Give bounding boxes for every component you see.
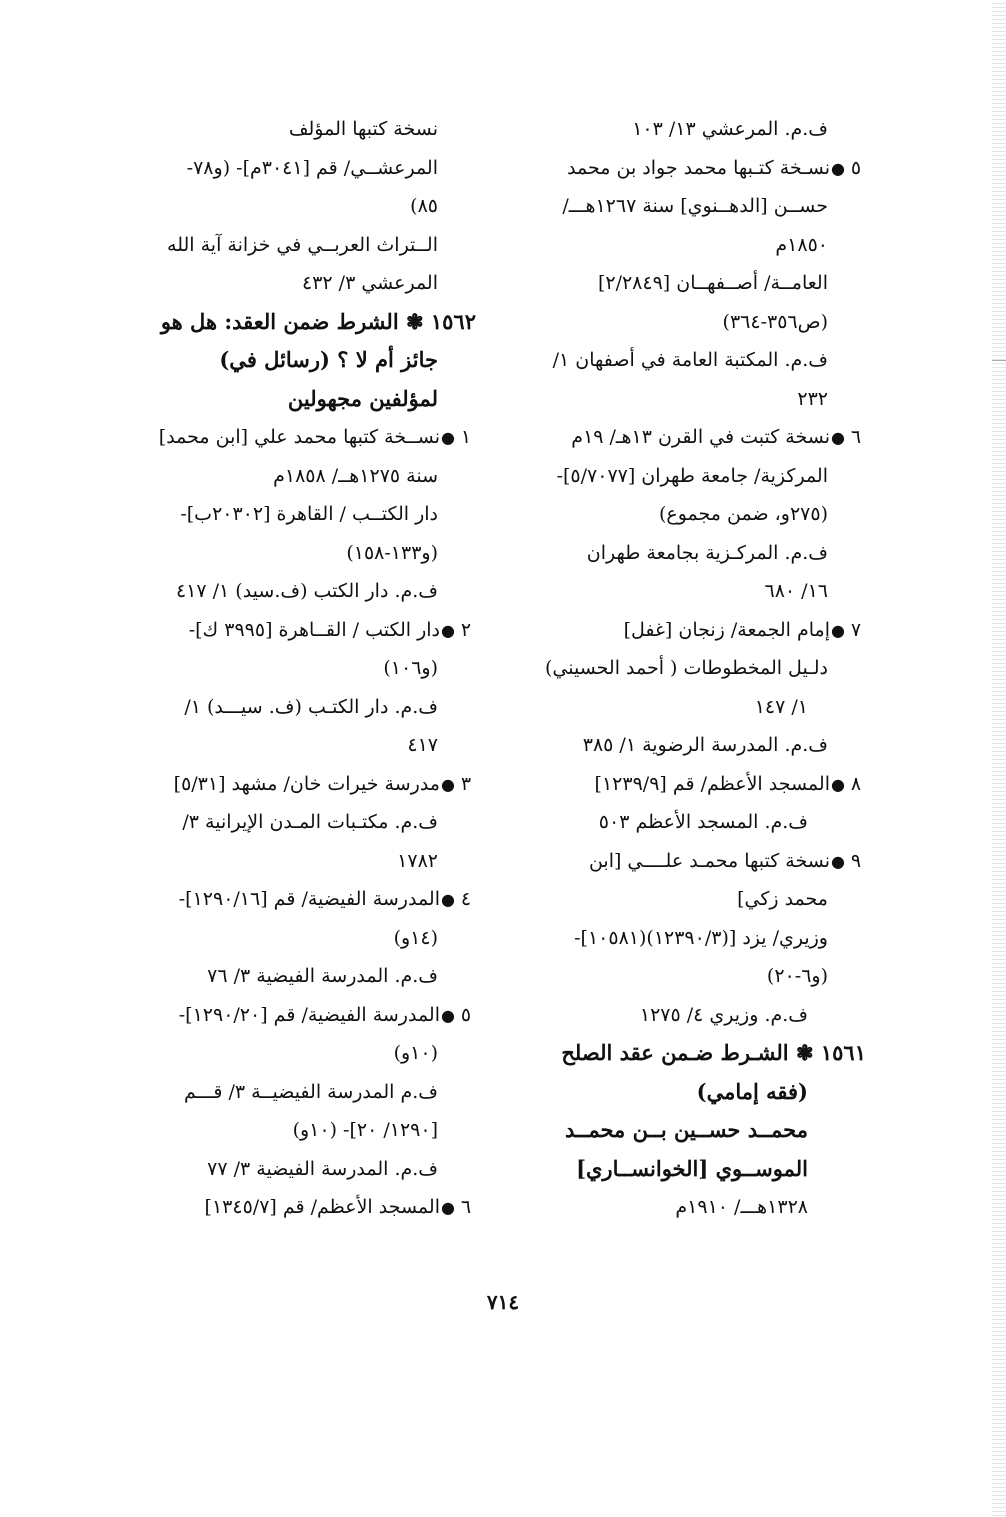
entry-heading: جائز أم لا ؟ (رسائل في) xyxy=(219,347,438,372)
text-line: (و١٣٣-١٥٨) xyxy=(346,541,438,564)
item-text: المسجد الأعظم/ قم [١٣٤٥/٧] xyxy=(204,1196,440,1218)
text-line: ١٦/ ٦٨٠ xyxy=(764,580,828,602)
item-number: ٥ xyxy=(850,156,862,179)
entry-heading: الموســوي [الخوانســاري] xyxy=(576,1155,808,1181)
item-number: ٦ xyxy=(850,426,862,448)
item-number: ٧ xyxy=(850,618,862,641)
item-text: المدرسة الفيضية/ قم [١٢٩٠/١٦]- xyxy=(178,888,440,910)
text-line: (و٦-٢٠) xyxy=(766,965,828,987)
text-line: (و١٠٦) xyxy=(383,657,438,679)
bullet-icon: ● xyxy=(441,620,455,640)
text-line: العامــة/ أصــفهــان [٢/٢٨٤٩] xyxy=(597,272,828,294)
list-item xyxy=(526,149,866,188)
text-line: المركزية/ جامعة طهران [٥/٧٠٧٧]- xyxy=(556,464,828,487)
text-line: ١/ ١٤٧ xyxy=(754,695,808,718)
text-line: ف.م. المرعشي ١٣/ ١٠٣ xyxy=(632,118,828,140)
list-item xyxy=(526,418,866,457)
text-line: ف.م. المركـزية بجامعة طهران xyxy=(586,541,828,564)
text-line: [١٢٩٠/ ٢٠]- (١٠و) xyxy=(292,1119,438,1141)
text-line: (١٠و) xyxy=(393,1042,438,1064)
bullet-icon: ● xyxy=(831,620,845,640)
text-line: دار الكتــب / القاهرة [٢٠٣٠٢ب]- xyxy=(180,503,438,525)
bullet-icon: ● xyxy=(441,774,455,794)
text-line: ف.م. دار الكتـب (ف. سيـــد) ١/ xyxy=(184,695,438,718)
list-item xyxy=(526,842,866,881)
text-line: الــتراث العربــي في خزانة آية الله xyxy=(167,233,438,256)
text-line: (١٤و) xyxy=(393,926,438,949)
entry-heading: محمــد حســين بــن محمــد xyxy=(565,1117,808,1142)
item-number: ٨ xyxy=(850,772,862,795)
item-text: نسخة كتبت في القرن ١٣هـ/ ١٩م xyxy=(571,426,830,448)
entry-heading: لمؤلفين مجهولين xyxy=(287,385,438,411)
item-number: ٩ xyxy=(850,849,862,872)
bullet-icon: ● xyxy=(831,158,845,178)
bullet-icon: ● xyxy=(831,428,845,447)
list-item xyxy=(131,996,476,1035)
bullet-icon: ● xyxy=(441,1198,455,1217)
bullet-icon: ● xyxy=(441,1005,455,1025)
text-line: ف.م المدرسة الفيضيــة ٣/ قـــم xyxy=(184,1080,438,1103)
item-number: ٥ xyxy=(460,1003,472,1026)
item-text: نســخة كتبها محمد علي [ابن محمد] xyxy=(158,426,440,448)
text-line: ف.م. وزيري ٤/ ١٢٧٥ xyxy=(639,1003,808,1026)
list-item xyxy=(131,1188,476,1227)
bullet-icon: ● xyxy=(441,890,455,909)
bullet-icon: ● xyxy=(441,428,455,447)
item-text: نسـخة كتـبها محمد جواد بن محمد xyxy=(567,156,830,179)
list-item xyxy=(131,611,476,650)
text-line: ٨٥) xyxy=(410,195,438,217)
text-line: ١٧٨٢ xyxy=(397,849,438,872)
list-item xyxy=(131,418,476,457)
text-line: دلـيل المخطوطات ( أحمد الحسيني) xyxy=(544,657,828,679)
item-text: دار الكتب / القــاهرة [٣٩٩٥ ك]- xyxy=(188,618,440,641)
text-line: ٤١٧ xyxy=(407,734,438,756)
item-text: المسجد الأعظم/ قم [١٢٣٩/٩] xyxy=(594,772,830,795)
text-line: (٢٧٥و، ضمن مجموع) xyxy=(658,503,828,525)
item-text: المدرسة الفيضية/ قم [١٢٩٠/٢٠]- xyxy=(178,1003,440,1026)
text-line: حســن [الدهــنوي] سنة ١٢٦٧هـــ/ xyxy=(562,195,828,217)
text-line: وزيري/ يزد [(١٢٣٩٠/٣)(١٠٥٨١]- xyxy=(574,926,828,949)
list-item xyxy=(131,880,476,919)
page-number: ٧١٤ xyxy=(486,1290,520,1314)
item-number: ٢ xyxy=(460,618,472,641)
text-line: المرعشي ٣/ ٤٣٢ xyxy=(302,272,438,294)
item-text: إمام الجمعة/ زنجان [غفل] xyxy=(623,618,830,641)
entry-heading: ١٥٦١ ❃ الشـرط ضـمن عقد الصلح xyxy=(561,1040,866,1065)
item-number: ١ xyxy=(460,426,472,448)
text-line: سنة ١٢٧٥هــ/ ١٨٥٨م xyxy=(273,464,438,487)
left-column xyxy=(131,110,476,1227)
text-line: ف.م. مكتـبات المـدن الإيرانية ٣/ xyxy=(182,811,438,833)
item-text: نسخة كتبها محمـد علــــي [ابن xyxy=(588,849,830,872)
text-line: المرعشــي/ قم [٣٠٤١م]- (و٧٨- xyxy=(186,156,438,179)
text-line: محمد زكي] xyxy=(737,888,828,910)
text-line: ف.م. المدرسة الرضوية ١/ ٣٨٥ xyxy=(582,734,828,756)
text-line: ١٣٢٨هـــ/ ١٩١٠م xyxy=(675,1196,808,1218)
bullet-icon: ● xyxy=(831,774,845,794)
text-line: ف.م. المدرسة الفيضية ٣/ ٧٦ xyxy=(207,965,438,987)
text-line: ف.م. المكتبة العامة في أصفهان ١/ xyxy=(552,349,828,371)
entry-heading: (فقه إمامي) xyxy=(696,1078,808,1104)
text-line: (ص٣٥٦-٣٦٤) xyxy=(722,310,828,333)
entry-heading: ١٥٦٢ ❃ الشرط ضمن العقد: هل هو xyxy=(160,308,476,334)
list-item xyxy=(526,611,866,650)
item-number: ٣ xyxy=(460,772,472,795)
text-line: ١٨٥٠م xyxy=(775,233,828,256)
right-column xyxy=(526,110,866,1227)
text-line: ف.م. المسجد الأعظم ٥٠٣ xyxy=(598,811,808,833)
text-line: ٢٣٢ xyxy=(797,387,828,410)
item-text: مدرسة خيرات خان/ مشهد [٥/٣١] xyxy=(173,772,440,795)
text-line: ف.م. المدرسة الفيضية ٣/ ٧٧ xyxy=(207,1157,438,1180)
list-item xyxy=(526,765,866,804)
text-line: ف.م. دار الكتب (ف.سيد) ١/ ٤١٧ xyxy=(175,580,438,602)
item-number: ٤ xyxy=(460,888,472,910)
text-line: نسخة كتبها المؤلف xyxy=(288,118,438,140)
item-number: ٦ xyxy=(460,1196,472,1218)
list-item xyxy=(131,765,476,804)
bullet-icon: ● xyxy=(831,851,845,871)
